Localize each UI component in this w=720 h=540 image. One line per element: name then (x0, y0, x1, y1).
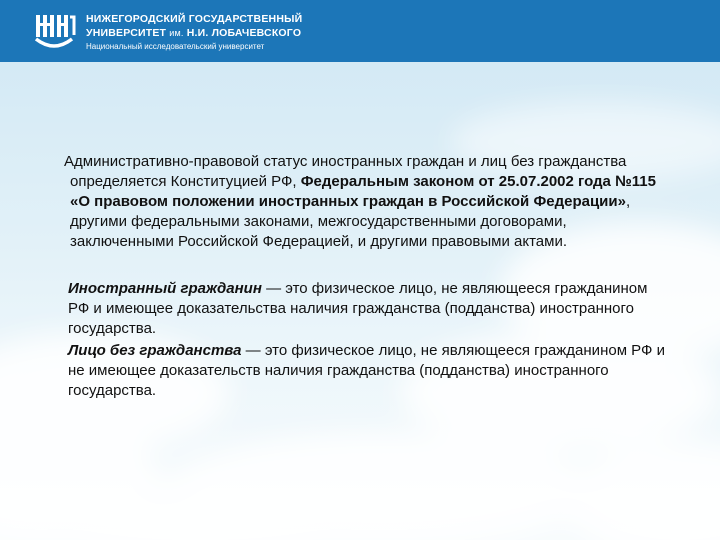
definition-term: Лицо без гражданства (68, 342, 242, 359)
paragraph-legal-status (64, 152, 668, 252)
definition-term: Иностранный гражданин (68, 280, 262, 297)
slide-content (64, 152, 668, 401)
paragraph-text: , другими федеральными законами, межгосударственными договорами, заключенными Российской Федерацией, и другими правовыми актами. (70, 193, 631, 250)
definition-foreign-citizen (68, 279, 668, 339)
university-subtitle: Национальный исследовательский университет (86, 42, 265, 51)
definition-text: — это физическое лицо, не являющееся гражданином РФ и не имеющее доказательств наличия гражданства (подданства) иностранного государства. (68, 342, 665, 399)
definition-stateless-person (68, 341, 668, 401)
paragraph-text: Административно-правовой статус иностранных граждан и лиц без гражданства определяется Конституцией РФ, (64, 153, 627, 190)
university-name-line1: НИЖЕГОРОДСКИЙ ГОСУДАРСТВЕННЫЙ (86, 13, 303, 25)
header-bar (0, 0, 720, 62)
definition-text: — это физическое лицо, не являющееся гражданином РФ и имеющее доказательства наличия гражданства (подданства) иностранного государства. (68, 280, 648, 337)
university-logo-icon (34, 11, 76, 51)
university-name-line2 (86, 27, 301, 39)
university-name-part: УНИВЕРСИТЕТ (86, 27, 167, 39)
federal-law-reference: Федеральным законом от 25.07.2002 года №115 «О правовом положении иностранных граждан в Российской Федерации» (70, 173, 656, 210)
university-name-part: Н.И. ЛОБАЧЕВСКОГО (186, 27, 302, 39)
university-name-part: им. (169, 28, 184, 38)
